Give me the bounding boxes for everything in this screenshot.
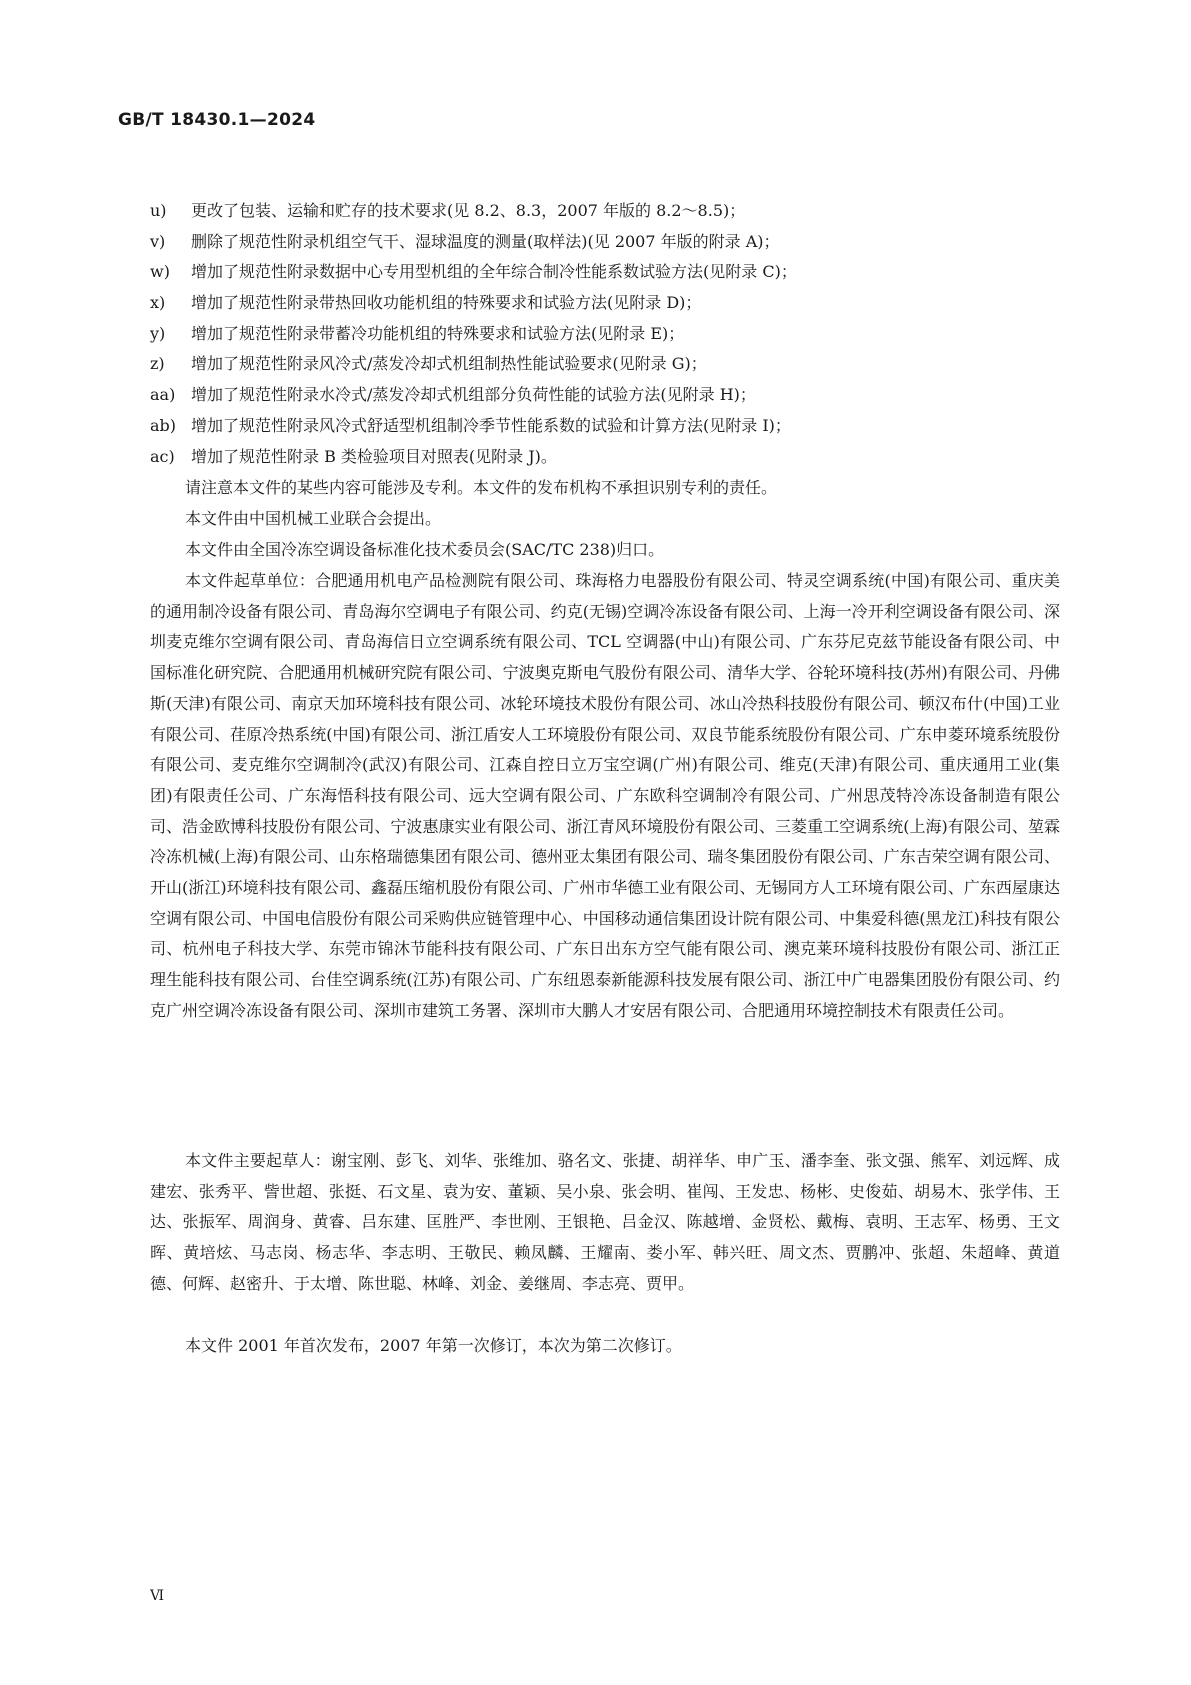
item-marker: y) — [150, 323, 166, 343]
proposer-statement: 本文件由中国机械工业联合会提出。 — [185, 509, 442, 528]
item-text: 增加了规范性附录带热回收功能机组的特殊要求和试验方法(见附录 D)； — [191, 293, 702, 313]
item-text: 增加了规范性附录风冷式舒适型机组制冷季节性能系数的试验和计算方法(见附录 I)； — [191, 415, 791, 435]
item-marker: w) — [150, 262, 170, 282]
item-marker: x) — [150, 293, 166, 313]
item-text: 增加了规范性附录带蓄冷功能机组的特殊要求和试验方法(见附录 E)； — [191, 323, 685, 343]
item-text: 增加了规范性附录 B 类检验项目对照表(见附录 J)。 — [191, 446, 557, 466]
item-text: 增加了规范性附录水冷式/蒸发冷却式机组部分负荷性能的试验方法(见附录 H)； — [191, 385, 756, 405]
drafting-units-paragraph: 本文件起草单位：合肥通用机电产品检测院有限公司、珠海格力电器股份有限公司、特灵空调系统(中国)有限公司、重庆美的通用制冷设备有限公司、青岛海尔空调电子有限公司、约克(无锡)空调冷冻设备有限公司、上海一冷开利空调设备有限公司、深圳麦克维尔空调有限公司、青岛海信日立空调系统有限公司、TCL 空调器(中山)有限公司、广东芬尼克兹节能设备有限公司、中国标准化研究院、合肥通用机械研究院有限公司、宁波奥克斯电气股份有限公司、清华大学、谷轮环境科技(苏州)有限公司、丹佛斯(天津)有限公司、南京天加环境科技有限公司、冰轮环境技术股份有限公司、冰山冷热科技股份有限公司、顿汉布什(中国)工业有限公司、荏原冷热系统(中国)有限公司、浙江盾安人工环境股份有限公司、双良节能系统股份有限公司、广东申菱环境系统股份有限公司、麦克维尔空调制冷(武汉)有限公司、江森自控日立万宝空调(广州)有限公司、维克(天津)有限公司、重庆通用工业(集团)有限责任公司、广东海悟科技有限公司、远大空调有限公司、广东欧科空调制冷有限公司、广州思茂特冷冻设备制造有限公司、浩金欧博科技股份有限公司、宁波惠康实业有限公司、浙江青风环境股份有限公司、三菱重工空调系统(上海)有限公司、堃霖冷冻机械(上海)有限公司、山东格瑞德集团有限公司、德州亚太集团有限公司、瑞冬集团股份有限公司、广东吉荣空调有限公司、开山(浙江)环境科技有限公司、鑫磊压缩机股份有限公司、广州市华德工业有限公司、无锡同方人工环境有限公司、广东西屋康达空调有限公司、中国电信股份有限公司采购供应链管理中心、中国移动通信集团设计院有限公司、中集爱科德(黑龙江)科技有限公司、杭州电子科技大学、东莞市锦沐节能科技有限公司、广东日出东方空气能有限公司、澳克莱环境科技股份有限公司、浙江正理生能科技有限公司、台佳空调系统(江苏)有限公司、广东纽恩泰新能源科技发展有限公司、浙江中广电器集团股份有限公司、约克广州空调冷冻设备有限公司、深圳市建筑工务署、深圳市大鹏人才安居有限公司、合肥通用环境控制技术有限责任公司。 — [150, 571, 1060, 1020]
change-item — [150, 257, 1070, 288]
revision-history: 本文件 2001 年首次发布，2007 年第一次修订，本次为第二次修订。 — [185, 1336, 682, 1355]
document-code: GB/T 18430.1—2024 — [118, 110, 316, 130]
patent-notice: 请注意本文件的某些内容可能涉及专利。本文件的发布机构不承担识别专利的责任。 — [185, 478, 778, 497]
item-marker: z) — [150, 354, 165, 374]
change-item — [150, 349, 1070, 380]
item-text: 更改了包装、运输和贮存的技术要求(见 8.2、8.3，2007 年版的 8.2～8.5)； — [191, 201, 746, 220]
item-marker: v) — [150, 231, 166, 251]
drafters-paragraph: 本文件主要起草人：谢宝刚、彭飞、刘华、张维加、骆名文、张捷、胡祥华、申广玉、潘李奎、张文强、熊军、刘远辉、成建宏、张秀平、訾世超、张挺、石文星、袁为安、董颖、吴小泉、张会明、崔闯、王发忠、杨彬、史俊茹、胡易木、张学伟、王达、张振军、周润身、黄睿、吕东建、匡胜严、李世刚、王银艳、吕金汉、陈越增、金贤松、戴梅、袁明、王志军、杨勇、王文晖、黄培炫、马志岗、杨志华、李志明、王敬民、赖凤麟、王耀南、娄小军、韩兴旺、周文杰、贾鹏冲、张超、朱超峰、黄道德、何辉、赵密升、于太增、陈世聪、林峰、刘金、姜继周、李志亮、贾甲。 — [150, 1151, 1060, 1293]
change-list — [150, 196, 1070, 472]
page-number: Ⅵ — [150, 1588, 165, 1604]
item-text: 增加了规范性附录数据中心专用型机组的全年综合制冷性能系数试验方法(见附录 C)； — [191, 262, 797, 282]
change-item — [150, 319, 1070, 350]
change-item — [150, 442, 1070, 473]
committee-statement: 本文件由全国冷冻空调设备标准化技术委员会(SAC/TC 238)归口。 — [185, 540, 665, 559]
change-item — [150, 196, 1070, 227]
item-text: 删除了规范性附录机组空气干、湿球温度的测量(取样法)(见 2007 年版的附录 A)； — [191, 231, 780, 251]
change-item — [150, 380, 1070, 411]
item-text: 增加了规范性附录风冷式/蒸发冷却式机组制热性能试验要求(见附录 G)； — [191, 354, 707, 374]
item-marker: ab) — [150, 415, 177, 435]
change-item — [150, 227, 1070, 258]
item-marker: aa) — [150, 385, 176, 405]
change-item — [150, 288, 1070, 319]
item-marker: ac) — [150, 446, 175, 466]
item-marker: u) — [150, 201, 167, 220]
change-item — [150, 411, 1070, 442]
